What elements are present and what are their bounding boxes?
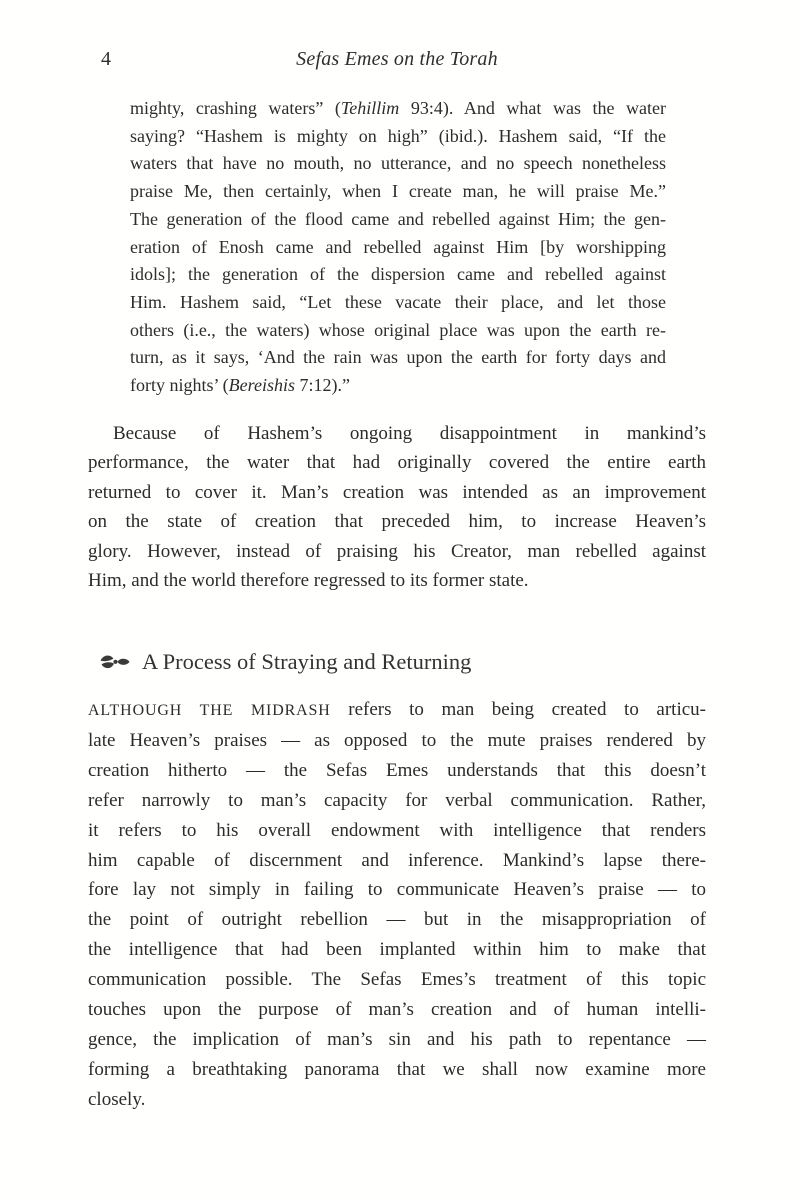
page-header — [88, 48, 706, 74]
text-line: saying? “Hashem is mighty on high” (ibid.). Hashem said, “If the — [130, 125, 666, 146]
text-line: eration of Enosh came and rebelled against Him [by worshipping — [130, 236, 666, 257]
text-line: The generation of the flood came and rebelled against Him; the gen- — [130, 208, 666, 229]
text-line: others (i.e., the waters) whose original place was upon the earth re- — [130, 319, 666, 340]
text-line: fore lay not simply in failing to communicate Heaven’s praise — to — [88, 879, 706, 901]
text-line: glory. However, instead of praising his Creator, man rebelled against — [88, 540, 706, 562]
text-line: touches upon the purpose of man’s creation and of human intelli- — [88, 999, 706, 1021]
text-line: gence, the implication of man’s sin and his path to repentance — — [88, 1028, 706, 1050]
text-line: closely. — [88, 1088, 146, 1110]
text-line: returned to cover it. Man’s creation was intended as an improvement — [88, 481, 706, 503]
text-line: Because of Hashem’s ongoing disappointment in mankind’s — [113, 423, 706, 444]
text-line: turn, as it says, ‘And the rain was upon the earth for forty days and — [130, 347, 666, 368]
text-line: it refers to his overall endowment with intelligence that renders — [88, 819, 706, 841]
text-line: ALTHOUGH THE MIDRASH refers to man being created to articu- — [88, 699, 706, 720]
midrash-blockquote — [130, 95, 666, 400]
text-line: him capable of discernment and inference. Mankind’s lapse there- — [88, 849, 706, 871]
running-header-title: Sefas Emes on the Torah — [296, 48, 498, 70]
fleuron-icon — [99, 653, 131, 672]
text-line: Him, and the world therefore regressed to its former state. — [88, 570, 529, 592]
text-line: refer narrowly to man’s capacity for verbal communication. Rather, — [88, 789, 706, 811]
text-line: mighty, crashing waters” (Tehillim 93:4). And what was the water — [130, 98, 666, 118]
text-line: late Heaven’s praises — as opposed to the mute praises rendered by — [88, 729, 706, 751]
text-line: idols]; the generation of the dispersion came and rebelled against — [130, 264, 666, 285]
text-line: forty nights’ (Bereishis 7:12).” — [130, 375, 350, 396]
text-line: the point of outright rebellion — but in the misappropriation of — [88, 909, 706, 931]
body-paragraph-1 — [88, 419, 706, 595]
text-line: performance, the water that had originally covered the entire earth — [88, 452, 706, 474]
section-heading — [99, 649, 706, 675]
text-line: creation hitherto — the Sefas Emes understands that this doesn’t — [88, 759, 706, 781]
section-heading-text: A Process of Straying and Returning — [142, 649, 472, 674]
text-line: the intelligence that had been implanted within him to make that — [88, 939, 706, 961]
text-line: waters that have no mouth, no utterance, and no speech nonetheless — [130, 153, 666, 174]
text-line: praise Me, then certainly, when I create man, he will praise Me.” — [130, 181, 666, 202]
text-line: communication possible. The Sefas Emes’s treatment of this topic — [88, 969, 706, 991]
page-number: 4 — [101, 48, 111, 70]
text-line: on the state of creation that preceded him, to increase Heaven’s — [88, 511, 706, 533]
body-paragraph-2 — [88, 695, 706, 1115]
text-line: forming a breathtaking panorama that we shall now examine more — [88, 1058, 706, 1080]
text-line: Him. Hashem said, “Let these vacate their place, and let those — [130, 291, 666, 312]
